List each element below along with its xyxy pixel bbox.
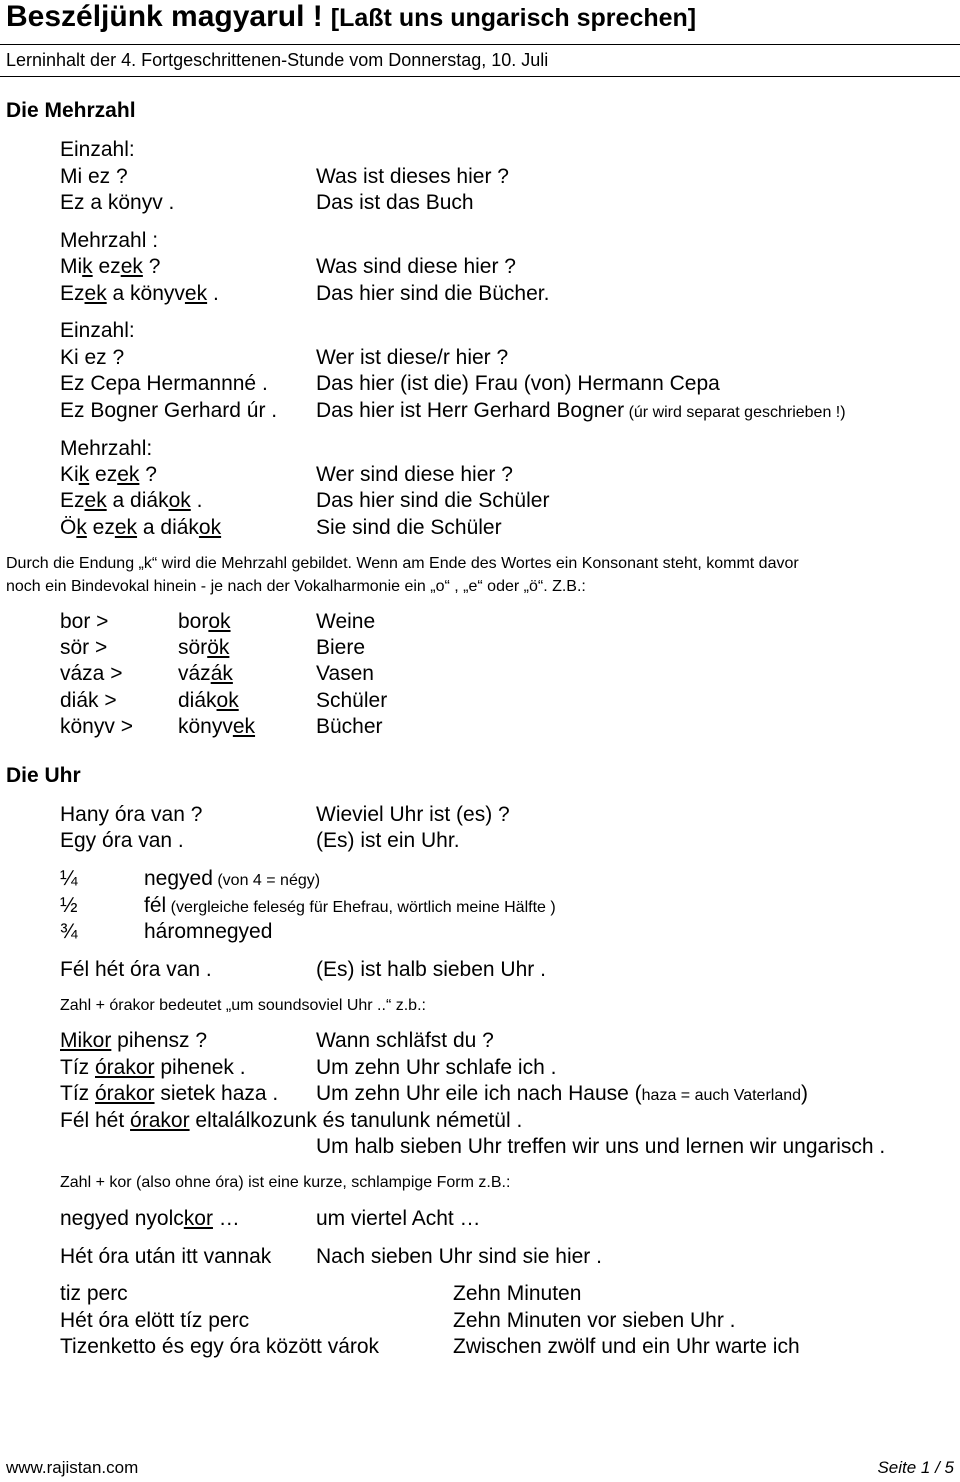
section-heading-uhr: Die Uhr xyxy=(6,764,81,787)
text-row: Fél hét órakor eltalálkozunk és tanulunk németül . xyxy=(60,1109,523,1132)
text-row: Tíz órakor sietek haza . Um zehn Uhr eile ich nach Hause (haza = auch Vaterland) xyxy=(60,1082,809,1105)
text-row: Ezek a könyvek . Das hier sind die Bücher. xyxy=(60,282,550,305)
example-row: váza > vázák Vasen xyxy=(60,662,374,685)
paragraph-line: Durch die Endung „k“ wird die Mehrzahl gebildet. Wenn am Ende des Wortes ein Konsonant steht, kommt davor xyxy=(6,555,799,572)
fraction-row: ½ fél (vergleiche feleség für Ehefrau, wörtlich meine Hälfte ) xyxy=(60,894,556,917)
text-row: Hét óra elött tíz perc Zehn Minuten vor sieben Uhr . xyxy=(60,1309,736,1332)
section-heading-mehrzahl: Die Mehrzahl xyxy=(6,99,136,122)
text-row: Mehrzahl: xyxy=(60,437,153,460)
text-row: Mehrzahl : xyxy=(60,229,159,252)
text-row: Ki ez ? Wer ist diese/r hier ? xyxy=(60,346,509,369)
text-row: Mi ez ? Was ist dieses hier ? xyxy=(60,165,509,188)
paragraph-line: noch ein Bindevokal hinein - je nach der Vokalharmonie ein „o“ , „e“ oder „ö“. Z.B.: xyxy=(6,578,586,595)
text-row: negyed nyolckor … um viertel Acht … xyxy=(60,1207,481,1230)
text-row: Ezek a diákok . Das hier sind die Schüler xyxy=(60,489,550,512)
title-main: Beszéljünk magyarul ! xyxy=(6,0,323,33)
note-line: Zahl + órakor bedeutet „um soundsoviel Uhr ..“ z.b.: xyxy=(60,997,426,1014)
text-row: tiz perc Zehn Minuten xyxy=(60,1282,582,1305)
text-row: Ez Bogner Gerhard úr . Das hier ist Herr Gerhard Bogner (úr wird separat geschrieben !) xyxy=(60,399,846,422)
divider xyxy=(0,76,960,77)
text-row: Fél hét óra van . (Es) ist halb sieben Uhr . xyxy=(60,958,546,981)
footer-page-number: Seite 1 / 5 xyxy=(877,1458,954,1477)
text-row: Egy óra van . (Es) ist ein Uhr. xyxy=(60,829,460,852)
text-row: Ez a könyv . Das ist das Buch xyxy=(60,191,474,214)
text-row: Einzahl: xyxy=(60,319,135,342)
example-row: diák > diákok Schüler xyxy=(60,689,388,712)
text-row: Hét óra után itt vannak Nach sieben Uhr sind sie hier . xyxy=(60,1245,602,1268)
text-row: Ez Cepa Hermannné . Das hier (ist die) Frau (von) Hermann Cepa xyxy=(60,372,720,395)
example-row: sör > sörök Biere xyxy=(60,636,366,659)
subtitle: Lerninhalt der 4. Fortgeschrittenen-Stunde vom Donnerstag, 10. Juli xyxy=(6,50,549,70)
footer-url: www.rajistan.com xyxy=(6,1458,139,1477)
text-row: Mikor pihensz ? Wann schläfst du ? xyxy=(60,1029,494,1052)
example-row: bor > borok Weine xyxy=(60,610,376,633)
note-line: Zahl + kor (also ohne óra) ist eine kurze, schlampige Form z.B.: xyxy=(60,1174,511,1191)
text-row: Mik ezek ? Was sind diese hier ? xyxy=(60,255,516,278)
text-row: Um halb sieben Uhr treffen wir uns und lernen wir ungarisch . xyxy=(316,1135,886,1158)
title-sub: [Laßt uns ungarisch sprechen] xyxy=(330,4,697,32)
text-row: Einzahl: xyxy=(60,138,135,161)
text-row: Hany óra van ? Wieviel Uhr ist (es) ? xyxy=(60,803,510,826)
divider xyxy=(0,44,960,45)
fraction-row: ¾ háromnegyed xyxy=(60,920,273,943)
text-row: Tíz órakor pihenek . Um zehn Uhr schlafe ich . xyxy=(60,1056,557,1079)
fraction-row: ¼ negyed (von 4 = négy) xyxy=(60,867,321,890)
example-row: könyv > könyvek Bücher xyxy=(60,715,383,738)
text-row: Ök ezek a diákok Sie sind die Schüler xyxy=(60,516,502,539)
page-title xyxy=(6,0,696,34)
text-row: Kik ezek ? Wer sind diese hier ? xyxy=(60,463,513,486)
text-row: Tizenketto és egy óra között várok Zwischen zwölf und ein Uhr warte ich xyxy=(60,1335,800,1358)
